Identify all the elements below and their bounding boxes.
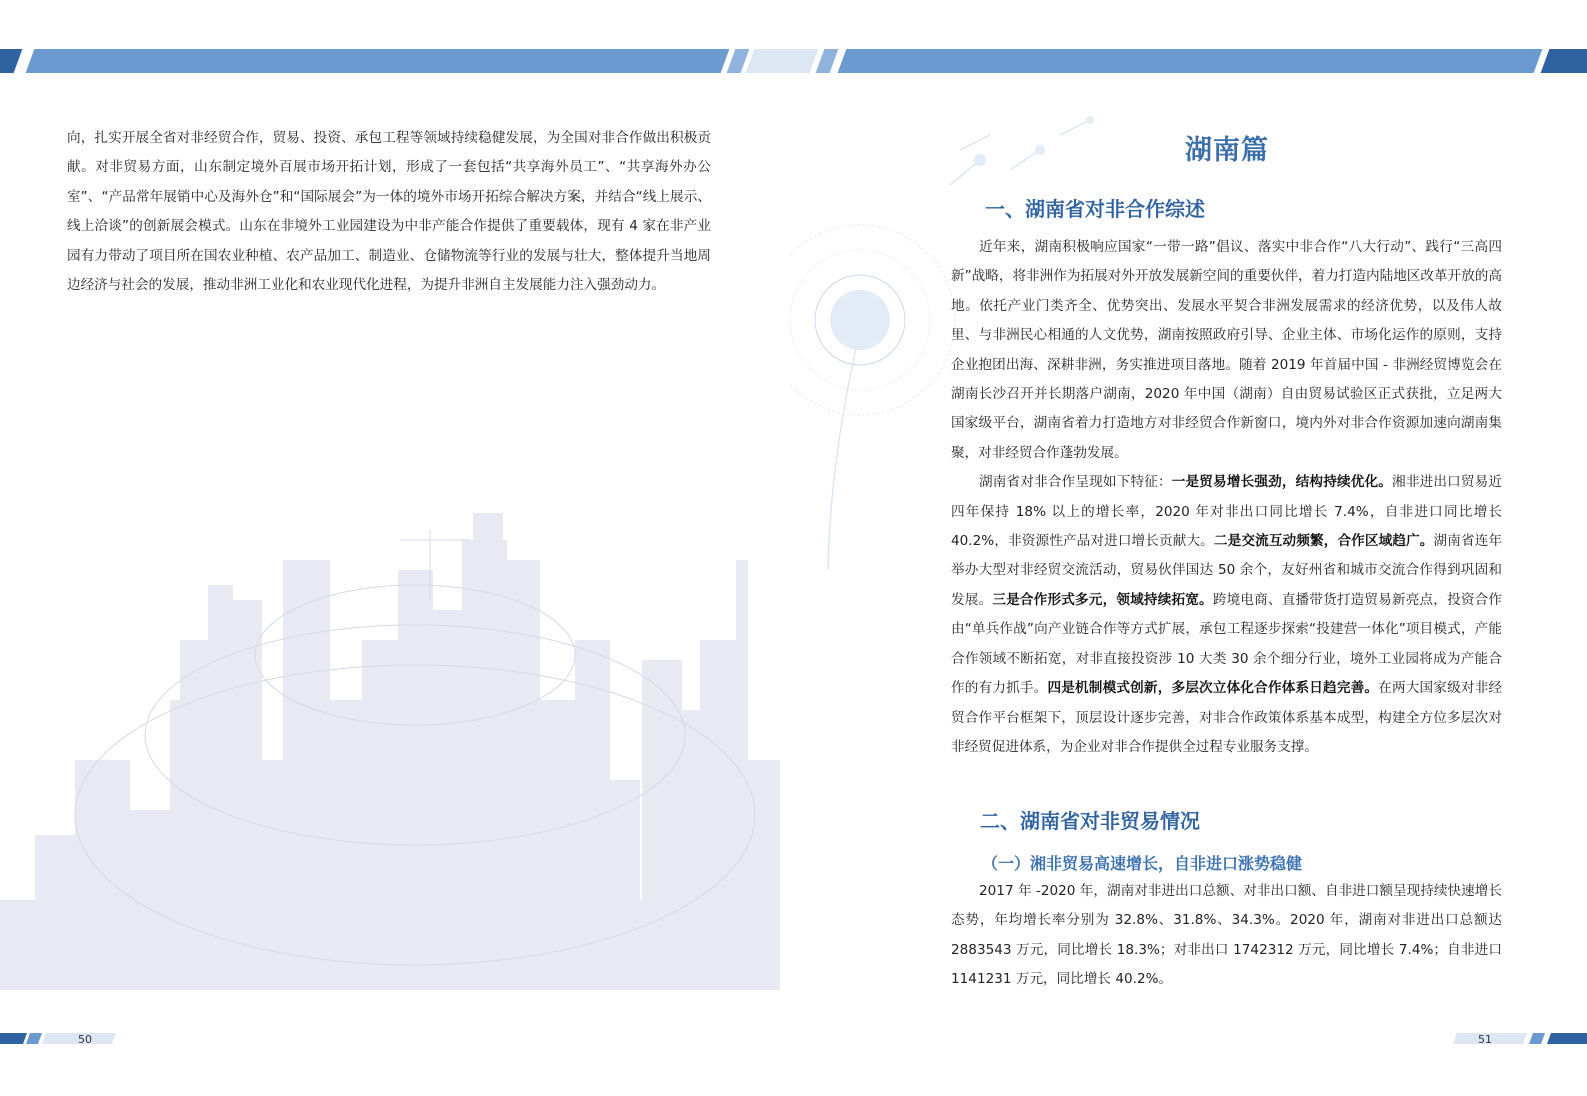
section1-body bbox=[951, 233, 1502, 762]
footer-seg-dark bbox=[1547, 1033, 1587, 1044]
text-run: 在两大国家级对非经贸合作平台框架下，顶层设计逐步完善，对非合作政策体系基本成型，构建全方位多层次对非经贸促进体系，为企业对非合作提供全过程专业服务支撑。 bbox=[951, 680, 1503, 755]
section1-paragraph-2 bbox=[951, 468, 1502, 762]
text-run: 湘非进出口贸易近四年保持 18% 以上的增长率，2020 年对非出口同比增长 7.4%，自非进口同比增长 40.2%，非资源性产品对进口增长贡献大。 bbox=[951, 474, 1503, 550]
left-footer-bar bbox=[0, 1033, 120, 1044]
emphasis-run: 四是机制模式创新，多层次立体化合作体系日趋完善。 bbox=[1047, 680, 1379, 697]
emphasis-run: 三是合作形式多元，领域持续拓宽。 bbox=[992, 591, 1213, 608]
section1-heading: 一、湖南省对非合作综述 bbox=[985, 197, 1205, 221]
emphasis-run: 一是贸易增长强劲，结构持续优化。 bbox=[1171, 474, 1393, 491]
text-run: 湖南省连年举办大型对非经贸交流活动，贸易伙伴国达 50 余个，友好州省和城市交流合作得到巩固和发展。 bbox=[951, 533, 1503, 608]
section2-paragraph-1: 2017 年 -2020 年，湖南对非进出口总额、对非出口额、自非进口额呈现持续快速增长态势，年均增长率分别为 32.8%、31.8%、34.3%。2020 年，湖南对非进出口总额达 2883543 万元，同比增长 18.3%；对非出口 1742312 万元，同比增长 7.4%；自非进口 1141231 万元，同比增长 40.2%。 bbox=[951, 883, 1502, 988]
text-run: 湖南省对非合作呈现如下特征： bbox=[979, 474, 1172, 491]
left-page bbox=[0, 0, 790, 1096]
page-number-left: 50 bbox=[78, 1033, 92, 1046]
text-run: 跨境电商、直播带货打造贸易新亮点，投资合作由“单兵作战”向产业链合作等方式扩展，承包工程逐步探索“投建营一体化”项目模式，产能合作领域不断拓宽，对非直接投资涉 10 大类 30 余个细分行业，境外工业园将成为产能合作的有力抓手。 bbox=[951, 591, 1503, 697]
section1-paragraph-1: 近年来，湖南积极响应国家“一带一路”倡议、落实中非合作“八大行动”、践行“三高四新”战略，将非洲作为拓展对外开放发展新空间的重要伙伴，着力打造内陆地区改革开放的高地。依托产业门类齐全、优势突出、发展水平契合非洲发展需求的经济优势，以及伟人故里、与非洲民心相通的人文优势，湖南按照政府引导、企业主体、市场化运作的原则，支持企业抱团出海、深耕非洲，务实推进项目落地。随着 2019 年首届中国 - 非洲经贸博览会在湖南长沙召开并长期落户湖南，2020 年中国（湖南）自由贸易试验区正式获批，立足两大国家级平台，湖南省着力打造地方对非经贸合作新窗口，境内外对非合作资源加速向湖南集聚，对非经贸合作蓬勃发展。 bbox=[951, 239, 1502, 461]
section2-heading: 二、湖南省对非贸易情况 bbox=[980, 809, 1200, 833]
page-number-right: 51 bbox=[1478, 1033, 1492, 1046]
footer-seg-dark bbox=[0, 1033, 27, 1044]
left-paragraph: 向，扎实开展全省对非经贸合作，贸易、投资、承包工程等领域持续稳健发展，为全国对非合作做出积极贡献。对非贸易方面，山东制定境外百展市场开拓计划，形成了一套包括“共享海外员工”、“共享海外办公室”、“产品常年展销中心及海外仓”和“国际展会”为一体的境外市场开拓综合解决方案，并结合“线上展示、线上洽谈”的创新展会模式。山东在非境外工业园建设为中非产能合作提供了重要载体，现有 4 家在非产业园有力带动了项目所在国农业种植、农产品加工、制造业、仓储物流等行业的发展与壮大，整体提升当地周边经济与社会的发展，推动非洲工业化和农业现代化进程，为提升非洲自主发展能力注入强劲动力。 bbox=[67, 130, 711, 294]
footer-seg-mid bbox=[26, 1033, 42, 1044]
emphasis-run: 二是交流互动频繁，合作区域趋广。 bbox=[1213, 533, 1434, 550]
page-title: 湖南篇 bbox=[1185, 135, 1269, 166]
right-footer-bar bbox=[1455, 1033, 1587, 1044]
section2-body bbox=[951, 877, 1502, 995]
section2-subheading: （一）湘非贸易高速增长，自非进口涨势稳健 bbox=[982, 854, 1303, 873]
right-page bbox=[790, 0, 1587, 1096]
footer-seg-mid bbox=[1529, 1033, 1545, 1044]
